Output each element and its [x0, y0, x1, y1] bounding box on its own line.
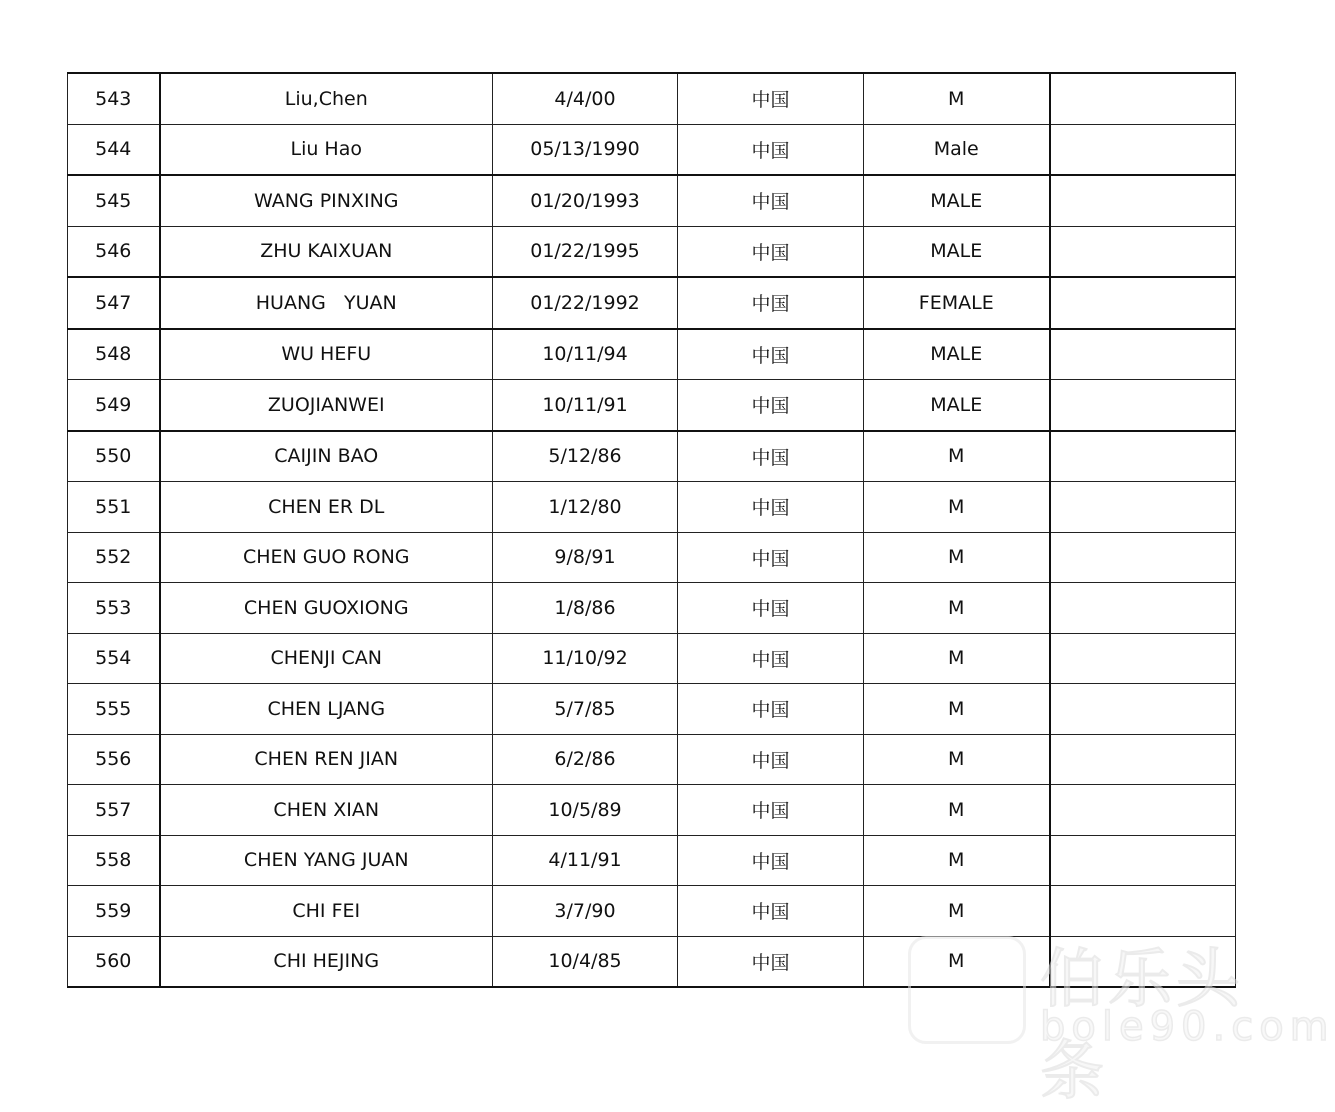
watermark-site-name: 伯乐头条 [1040, 943, 1244, 1109]
cell-blank [1050, 835, 1236, 886]
cell-name: ZHU KAIXUAN [160, 226, 493, 277]
table-row [68, 785, 1236, 836]
table-row [68, 329, 1236, 380]
cell-number: 549 [68, 380, 160, 431]
cell-gender: M [864, 73, 1050, 124]
cell-gender: M [864, 835, 1050, 886]
table-row [68, 633, 1236, 684]
cell-blank [1050, 583, 1236, 634]
table-row [68, 835, 1236, 886]
cell-country: 中国 [678, 175, 864, 226]
table-row [68, 936, 1236, 987]
cell-country: 中国 [678, 886, 864, 937]
cell-country: 中国 [678, 583, 864, 634]
table-row [68, 431, 1236, 482]
table-row [68, 734, 1236, 785]
cell-name: CHI HEJING [160, 936, 493, 987]
cell-number: 558 [68, 835, 160, 886]
cell-date-of-birth: 5/12/86 [493, 431, 678, 482]
cell-country: 中国 [678, 633, 864, 684]
cell-blank [1050, 785, 1236, 836]
cell-date-of-birth: 5/7/85 [493, 684, 678, 735]
table-row [68, 277, 1236, 329]
cell-blank [1050, 633, 1236, 684]
document-page [67, 72, 1235, 988]
cell-number: 556 [68, 734, 160, 785]
cell-date-of-birth: 4/4/00 [493, 73, 678, 124]
cell-number: 545 [68, 175, 160, 226]
cell-name: CHEN LJANG [160, 684, 493, 735]
cell-date-of-birth: 6/2/86 [493, 734, 678, 785]
table-row [68, 124, 1236, 175]
cell-blank [1050, 886, 1236, 937]
watermark-url: bole90.com [1040, 1004, 1335, 1050]
cell-gender: M [864, 936, 1050, 987]
cell-number: 557 [68, 785, 160, 836]
cell-date-of-birth: 1/8/86 [493, 583, 678, 634]
cell-number: 560 [68, 936, 160, 987]
cell-country: 中国 [678, 226, 864, 277]
cell-name: WU HEFU [160, 329, 493, 380]
records-table [67, 72, 1236, 988]
cell-name: CHEN GUOXIONG [160, 583, 493, 634]
cell-gender: M [864, 482, 1050, 533]
cell-name: CHENJI CAN [160, 633, 493, 684]
cell-blank [1050, 277, 1236, 329]
cell-number: 551 [68, 482, 160, 533]
cell-gender: MALE [864, 175, 1050, 226]
table-row [68, 380, 1236, 431]
cell-date-of-birth: 10/11/94 [493, 329, 678, 380]
table-row [68, 73, 1236, 124]
table-row [68, 684, 1236, 735]
cell-date-of-birth: 01/22/1995 [493, 226, 678, 277]
cell-number: 546 [68, 226, 160, 277]
cell-gender: M [864, 684, 1050, 735]
cell-gender: MALE [864, 329, 1050, 380]
cell-date-of-birth: 10/4/85 [493, 936, 678, 987]
table-row [68, 886, 1236, 937]
cell-name: ZUOJIANWEI [160, 380, 493, 431]
table-row [68, 532, 1236, 583]
cell-country: 中国 [678, 277, 864, 329]
cell-name: Liu,Chen [160, 73, 493, 124]
cell-gender: M [864, 583, 1050, 634]
cell-gender: Male [864, 124, 1050, 175]
cell-country: 中国 [678, 936, 864, 987]
cell-gender: M [864, 785, 1050, 836]
table-row [68, 226, 1236, 277]
cell-name: CHEN REN JIAN [160, 734, 493, 785]
cell-number: 544 [68, 124, 160, 175]
cell-blank [1050, 734, 1236, 785]
cell-number: 543 [68, 73, 160, 124]
cell-country: 中国 [678, 785, 864, 836]
cell-number: 553 [68, 583, 160, 634]
cell-blank [1050, 73, 1236, 124]
cell-date-of-birth: 9/8/91 [493, 532, 678, 583]
table-row [68, 482, 1236, 533]
cell-name: CHEN ER DL [160, 482, 493, 533]
cell-blank [1050, 532, 1236, 583]
cell-name: WANG PINXING [160, 175, 493, 226]
cell-date-of-birth: 11/10/92 [493, 633, 678, 684]
cell-country: 中国 [678, 482, 864, 533]
cell-country: 中国 [678, 380, 864, 431]
cell-blank [1050, 431, 1236, 482]
cell-country: 中国 [678, 73, 864, 124]
cell-blank [1050, 329, 1236, 380]
cell-gender: FEMALE [864, 277, 1050, 329]
cell-name: CAIJIN BAO [160, 431, 493, 482]
cell-name: CHI FEI [160, 886, 493, 937]
cell-date-of-birth: 10/5/89 [493, 785, 678, 836]
cell-number: 550 [68, 431, 160, 482]
cell-blank [1050, 936, 1236, 987]
cell-name: CHEN YANG JUAN [160, 835, 493, 886]
cell-country: 中国 [678, 124, 864, 175]
cell-number: 548 [68, 329, 160, 380]
cell-date-of-birth: 3/7/90 [493, 886, 678, 937]
cell-blank [1050, 380, 1236, 431]
cell-country: 中国 [678, 532, 864, 583]
cell-blank [1050, 175, 1236, 226]
records-table-body [68, 73, 1236, 987]
cell-number: 554 [68, 633, 160, 684]
cell-country: 中国 [678, 431, 864, 482]
cell-number: 552 [68, 532, 160, 583]
cell-gender: M [864, 734, 1050, 785]
cell-blank [1050, 226, 1236, 277]
cell-gender: M [864, 886, 1050, 937]
cell-blank [1050, 684, 1236, 735]
cell-gender: MALE [864, 380, 1050, 431]
cell-gender: M [864, 431, 1050, 482]
cell-gender: MALE [864, 226, 1050, 277]
cell-date-of-birth: 1/12/80 [493, 482, 678, 533]
cell-date-of-birth: 4/11/91 [493, 835, 678, 886]
cell-number: 547 [68, 277, 160, 329]
cell-name: CHEN XIAN [160, 785, 493, 836]
cell-date-of-birth: 01/20/1993 [493, 175, 678, 226]
cell-country: 中国 [678, 329, 864, 380]
cell-name: Liu Hao [160, 124, 493, 175]
cell-date-of-birth: 05/13/1990 [493, 124, 678, 175]
cell-blank [1050, 124, 1236, 175]
cell-number: 555 [68, 684, 160, 735]
cell-name: HUANG YUAN [160, 277, 493, 329]
cell-name: CHEN GUO RONG [160, 532, 493, 583]
cell-gender: M [864, 633, 1050, 684]
cell-gender: M [864, 532, 1050, 583]
cell-number: 559 [68, 886, 160, 937]
table-row [68, 583, 1236, 634]
cell-date-of-birth: 10/11/91 [493, 380, 678, 431]
cell-blank [1050, 482, 1236, 533]
cell-country: 中国 [678, 684, 864, 735]
cell-country: 中国 [678, 734, 864, 785]
cell-date-of-birth: 01/22/1992 [493, 277, 678, 329]
table-row [68, 175, 1236, 226]
cell-country: 中国 [678, 835, 864, 886]
